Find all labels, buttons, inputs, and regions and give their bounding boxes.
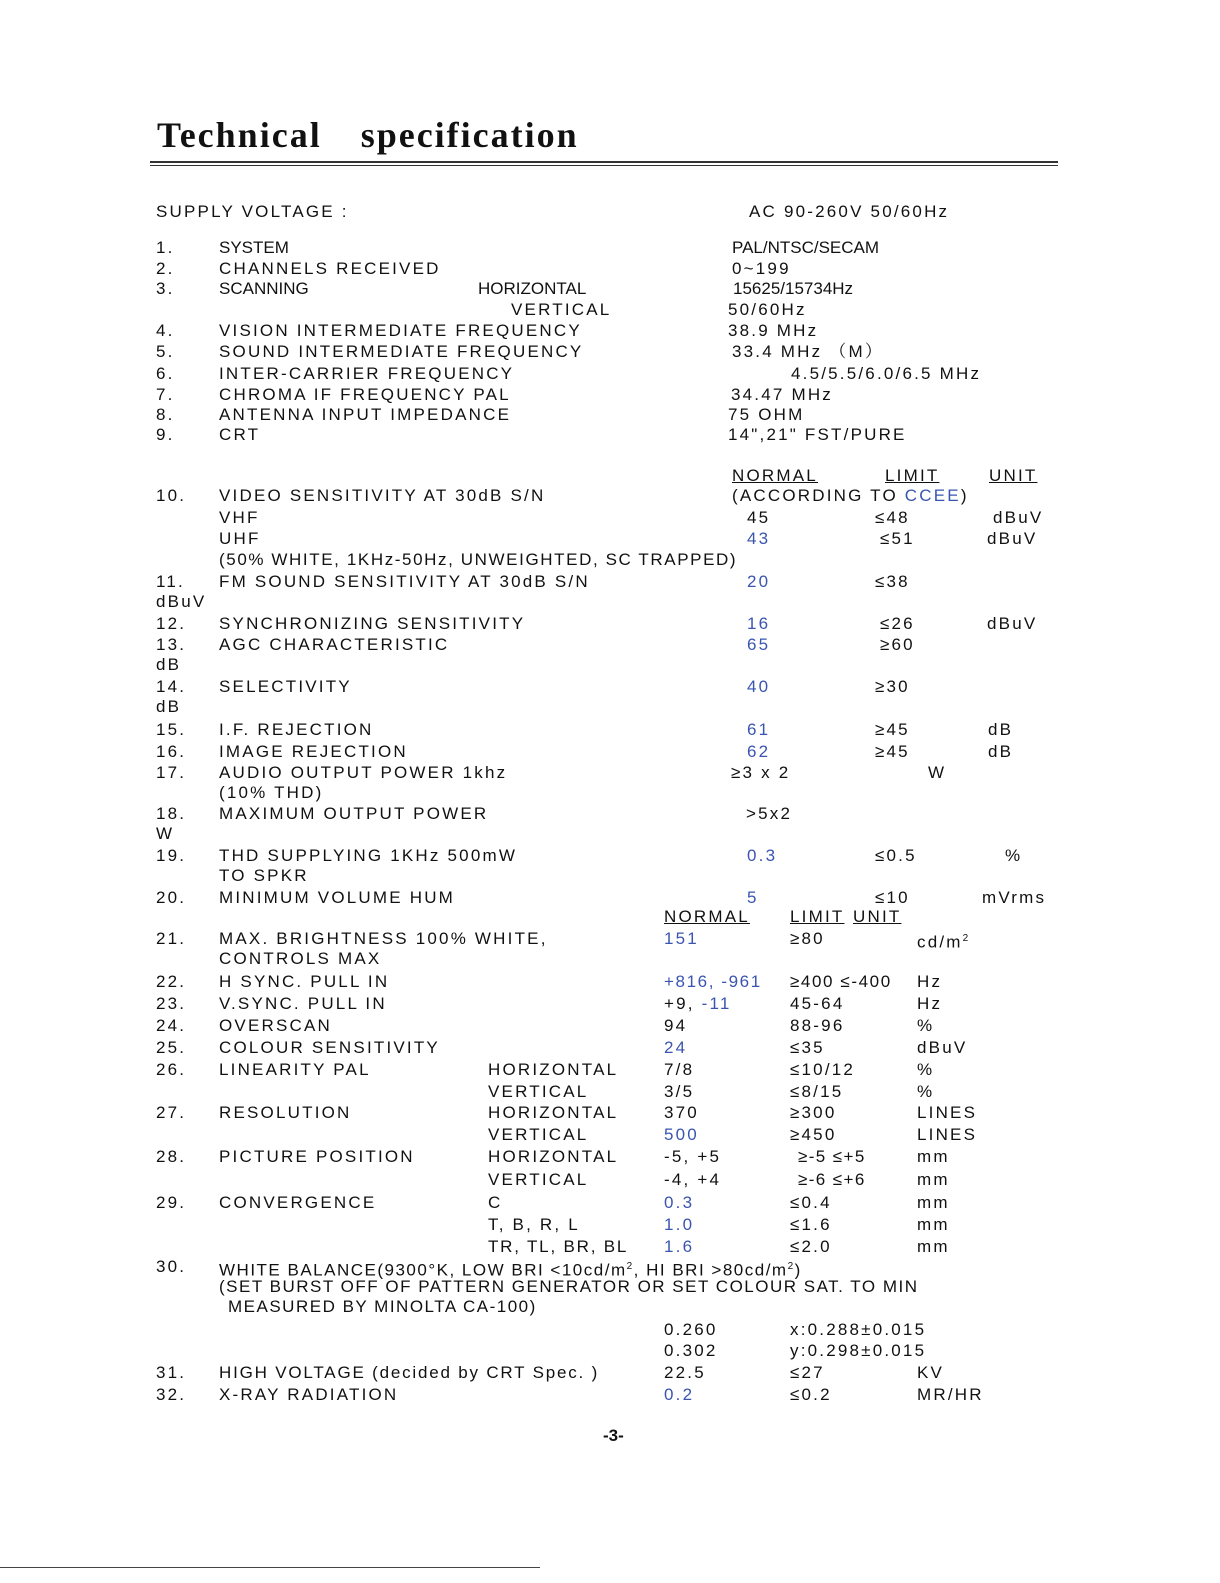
limit-value: ≤26: [880, 614, 915, 633]
row-number: 5.: [156, 342, 175, 361]
limit-value: ≤8/15: [790, 1082, 844, 1101]
spec-value: 34.47 MHz: [731, 385, 834, 404]
normal-value: 0.2: [664, 1385, 695, 1404]
spec-label: AUDIO OUTPUT POWER 1khz: [219, 763, 508, 782]
normal-value: 7/8: [664, 1060, 695, 1079]
unit-value: dBuV: [987, 614, 1038, 633]
normal-value: -4, +4: [664, 1170, 722, 1189]
row-number: 24.: [156, 1016, 187, 1035]
unit-value: W: [928, 763, 947, 782]
unit-value: dB: [156, 697, 182, 716]
limit-value: ≥300: [790, 1103, 837, 1122]
normal-value: 65: [747, 635, 771, 654]
unit-value: mVrms: [982, 888, 1047, 907]
normal-value: 500: [664, 1125, 699, 1144]
row-number: 14.: [156, 677, 187, 696]
normal-value: +9, -11: [664, 994, 732, 1013]
row-number: 31.: [156, 1363, 187, 1382]
spec-value: 33.4 MHz （M）: [732, 342, 885, 361]
limit-value: 88-96: [790, 1016, 845, 1035]
spec-label: HIGH VOLTAGE (decided by CRT Spec. ): [219, 1363, 600, 1382]
spec-note: (SET BURST OFF OF PATTERN GENERATOR OR SET COLOUR SAT. TO MIN: [219, 1277, 919, 1296]
row-number: 26.: [156, 1060, 187, 1079]
normal-value: 1.0: [664, 1215, 695, 1234]
spec-label: PICTURE POSITION: [219, 1147, 415, 1166]
normal-value: 0.3: [747, 846, 778, 865]
row-number: 6.: [156, 364, 175, 383]
spec-label: CHANNELS RECEIVED: [219, 259, 441, 278]
limit-value: y:0.298±0.015: [790, 1341, 927, 1360]
unit-value: dB: [988, 742, 1014, 761]
limit-value: ≥-6 ≤+6: [798, 1170, 866, 1189]
row-number: 30.: [156, 1257, 187, 1276]
spec-label: SCANNING: [219, 279, 309, 298]
row-number: 9.: [156, 425, 175, 444]
spec-label: TO SPKR: [219, 866, 309, 885]
normal-value: 3/5: [664, 1082, 695, 1101]
spec-label: SELECTIVITY: [219, 677, 352, 696]
unit-value: dBuV: [156, 592, 207, 611]
bottom-rule: [0, 1567, 540, 1568]
limit-value: ≥80: [790, 929, 825, 948]
spec-value: 75 OHM: [728, 405, 805, 424]
spec-sublabel: VERTICAL: [511, 300, 612, 319]
spec-sublabel: HORIZONTAL: [478, 279, 587, 298]
spec-sublabel: TR, TL, BR, BL: [488, 1237, 629, 1256]
limit-value: 45-64: [790, 994, 845, 1013]
limit-value: ≥60: [880, 635, 915, 654]
spec-label: THD SUPPLYING 1KHz 500mW: [219, 846, 518, 865]
row-number: 32.: [156, 1385, 187, 1404]
row-number: 23.: [156, 994, 187, 1013]
normal-value: ≥3 x 2: [731, 763, 791, 782]
spec-label: MAX. BRIGHTNESS 100% WHITE,: [219, 929, 548, 948]
normal-value: 0.260: [664, 1320, 718, 1339]
limit-value: ≥45: [875, 742, 910, 761]
column-header-limit: LIMIT: [790, 907, 845, 926]
spec-label: VHF: [219, 508, 260, 527]
limit-value: ≤0.2: [790, 1385, 832, 1404]
spec-value: 38.9 MHz: [728, 321, 819, 340]
page-number: -3-: [603, 1426, 624, 1445]
column-header-normal: NORMAL: [732, 466, 818, 485]
spec-label: OVERSCAN: [219, 1016, 333, 1035]
column-header-unit: UNIT: [989, 466, 1038, 485]
row-number: 25.: [156, 1038, 187, 1057]
normal-value: 370: [664, 1103, 699, 1122]
row-number: 7.: [156, 385, 175, 404]
unit-value: mm: [917, 1147, 950, 1166]
normal-value: 24: [664, 1038, 688, 1057]
spec-sublabel: VERTICAL: [488, 1125, 589, 1144]
normal-value: 5: [747, 888, 759, 907]
normal-value: >5x2: [746, 804, 793, 823]
spec-value: 15625/15734Hz: [733, 279, 854, 298]
row-number: 27.: [156, 1103, 187, 1122]
limit-value: ≥400 ≤-400: [790, 972, 892, 991]
spec-label: LINEARITY PAL: [219, 1060, 371, 1079]
spec-sublabel: VERTICAL: [488, 1170, 589, 1189]
row-number: 21.: [156, 929, 187, 948]
spec-label: SYSTEM: [219, 238, 289, 257]
unit-value: mm: [917, 1215, 950, 1234]
unit-value: mm: [917, 1170, 950, 1189]
normal-value: 43: [747, 529, 771, 548]
limit-value: x:0.288±0.015: [790, 1320, 927, 1339]
spec-label: CONTROLS MAX: [219, 949, 382, 968]
row-number: 4.: [156, 321, 175, 340]
spec-sublabel: C: [488, 1193, 503, 1212]
limit-value: ≤35: [790, 1038, 825, 1057]
limit-value: ≤38: [875, 572, 910, 591]
unit-value: dB: [156, 655, 182, 674]
column-header-unit: UNIT: [853, 907, 902, 926]
supply-label: SUPPLY VOLTAGE :: [156, 202, 349, 221]
row-number: 18.: [156, 804, 187, 823]
spec-sublabel: HORIZONTAL: [488, 1147, 619, 1166]
row-number: 10.: [156, 486, 187, 505]
spec-label: V.SYNC. PULL IN: [219, 994, 387, 1013]
row-number: 16.: [156, 742, 187, 761]
normal-value: 45: [747, 508, 771, 527]
spec-label: I.F. REJECTION: [219, 720, 374, 739]
spec-label: WHITE BALANCE(9300°K, LOW BRI $<10cd/m^2$, HI BRI $>80cd/m^2$): [219, 1260, 802, 1280]
spec-label: ANTENNA INPUT IMPEDANCE: [219, 405, 512, 424]
unit-value: mm: [917, 1193, 950, 1212]
unit-value: LINES: [917, 1125, 978, 1144]
unit-value: dBuV: [987, 529, 1038, 548]
title-rule: [150, 161, 1058, 163]
limit-value: ≤10: [875, 888, 910, 907]
normal-value: 22.5: [664, 1363, 706, 1382]
row-number: 13.: [156, 635, 187, 654]
row-number: 11.: [156, 572, 185, 591]
spec-label: SOUND INTERMEDIATE FREQUENCY: [219, 342, 584, 361]
spec-sublabel: HORIZONTAL: [488, 1060, 619, 1079]
row-number: 8.: [156, 405, 175, 424]
row-number: 3.: [156, 279, 175, 298]
unit-value: $cd/m^2$: [917, 932, 971, 952]
spec-label: X-RAY RADIATION: [219, 1385, 399, 1404]
unit-value: dBuV: [917, 1038, 968, 1057]
spec-note: (50% WHITE, 1KHz-50Hz, UNWEIGHTED, SC TRAPPED): [219, 550, 738, 569]
normal-value: +816, -961: [664, 972, 762, 991]
normal-value: 40: [747, 677, 771, 696]
limit-value: ≥30: [875, 677, 910, 696]
page-title: Technical specification: [157, 115, 579, 155]
normal-value: 151: [664, 929, 699, 948]
spec-label: RESOLUTION: [219, 1103, 352, 1122]
row-number: 12.: [156, 614, 187, 633]
spec-label: CRT: [219, 425, 261, 444]
unit-value: W: [156, 824, 175, 843]
unit-value: %: [917, 1082, 935, 1101]
limit-value: ≤27: [790, 1363, 825, 1382]
spec-label: COLOUR SENSITIVITY: [219, 1038, 440, 1057]
row-number: 15.: [156, 720, 187, 739]
limit-value: ≤0.5: [875, 846, 917, 865]
unit-value: mm: [917, 1237, 950, 1256]
limit-value: ≤0.4: [790, 1193, 832, 1212]
normal-value: 0.302: [664, 1341, 718, 1360]
spec-value: 50/60Hz: [728, 300, 807, 319]
column-header-normal: NORMAL: [664, 907, 750, 926]
normal-value: 16: [747, 614, 771, 633]
row-number: 19.: [156, 846, 187, 865]
spec-label: VIDEO SENSITIVITY AT 30dB S/N: [219, 486, 546, 505]
spec-label: CHROMA IF FREQUENCY PAL: [219, 385, 511, 404]
spec-label: H SYNC. PULL IN: [219, 972, 390, 991]
unit-value: MR/HR: [917, 1385, 984, 1404]
spec-label: VISION INTERMEDIATE FREQUENCY: [219, 321, 582, 340]
row-number: 1.: [156, 238, 175, 257]
limit-value: ≤48: [875, 508, 910, 527]
unit-value: Hz: [917, 994, 943, 1013]
unit-value: dB: [988, 720, 1014, 739]
spec-label: IMAGE REJECTION: [219, 742, 408, 761]
normal-value: 1.6: [664, 1237, 695, 1256]
row-number: 2.: [156, 259, 175, 278]
limit-value: ≥45: [875, 720, 910, 739]
spec-label: MINIMUM VOLUME HUM: [219, 888, 456, 907]
row-number: 20.: [156, 888, 187, 907]
spec-sublabel: HORIZONTAL: [488, 1103, 619, 1122]
normal-value: 20: [747, 572, 771, 591]
normal-value: 62: [747, 742, 771, 761]
unit-value: dBuV: [993, 508, 1044, 527]
spec-value: PAL/NTSC/SECAM: [732, 238, 880, 257]
unit-value: %: [917, 1016, 935, 1035]
row-number: 29.: [156, 1193, 187, 1212]
title-rule-thin: [150, 165, 1058, 166]
spec-label: MAXIMUM OUTPUT POWER: [219, 804, 489, 823]
spec-label: (10% THD): [219, 783, 324, 802]
limit-value: ≤51: [880, 529, 915, 548]
limit-value: ≤10/12: [790, 1060, 856, 1079]
supply-value: AC 90-260V 50/60Hz: [749, 202, 950, 221]
unit-value: KV: [917, 1363, 945, 1382]
spec-value: 14",21" FST/PURE: [728, 425, 907, 444]
unit-value: LINES: [917, 1103, 978, 1122]
row-number: 22.: [156, 972, 187, 991]
unit-value: Hz: [917, 972, 943, 991]
limit-value: ≥-5 ≤+5: [798, 1147, 866, 1166]
spec-value: 4.5/5.5/6.0/6.5 MHz: [791, 364, 982, 383]
unit-value: %: [1005, 846, 1023, 865]
spec-label: INTER-CARRIER FREQUENCY: [219, 364, 515, 383]
spec-label: FM SOUND SENSITIVITY AT 30dB S/N: [219, 572, 590, 591]
unit-value: %: [917, 1060, 935, 1079]
spec-note: MEASURED BY MINOLTA CA-100): [228, 1297, 537, 1316]
spec-value: 0~199: [732, 259, 791, 278]
row-number: 17.: [156, 763, 187, 782]
limit-value: ≥450: [790, 1125, 837, 1144]
spec-note: (ACCORDING TO CCEE): [732, 486, 969, 505]
normal-value: -5, +5: [664, 1147, 722, 1166]
spec-label: CONVERGENCE: [219, 1193, 377, 1212]
normal-value: 61: [747, 720, 771, 739]
column-header-limit: LIMIT: [885, 466, 940, 485]
spec-sublabel: T, B, R, L: [488, 1215, 580, 1234]
normal-value: 0.3: [664, 1193, 695, 1212]
row-number: 28.: [156, 1147, 187, 1166]
spec-label: UHF: [219, 529, 261, 548]
spec-sublabel: VERTICAL: [488, 1082, 589, 1101]
limit-value: ≤1.6: [790, 1215, 832, 1234]
limit-value: ≤2.0: [790, 1237, 832, 1256]
spec-label: SYNCHRONIZING SENSITIVITY: [219, 614, 526, 633]
normal-value: 94: [664, 1016, 688, 1035]
spec-label: AGC CHARACTERISTIC: [219, 635, 450, 654]
